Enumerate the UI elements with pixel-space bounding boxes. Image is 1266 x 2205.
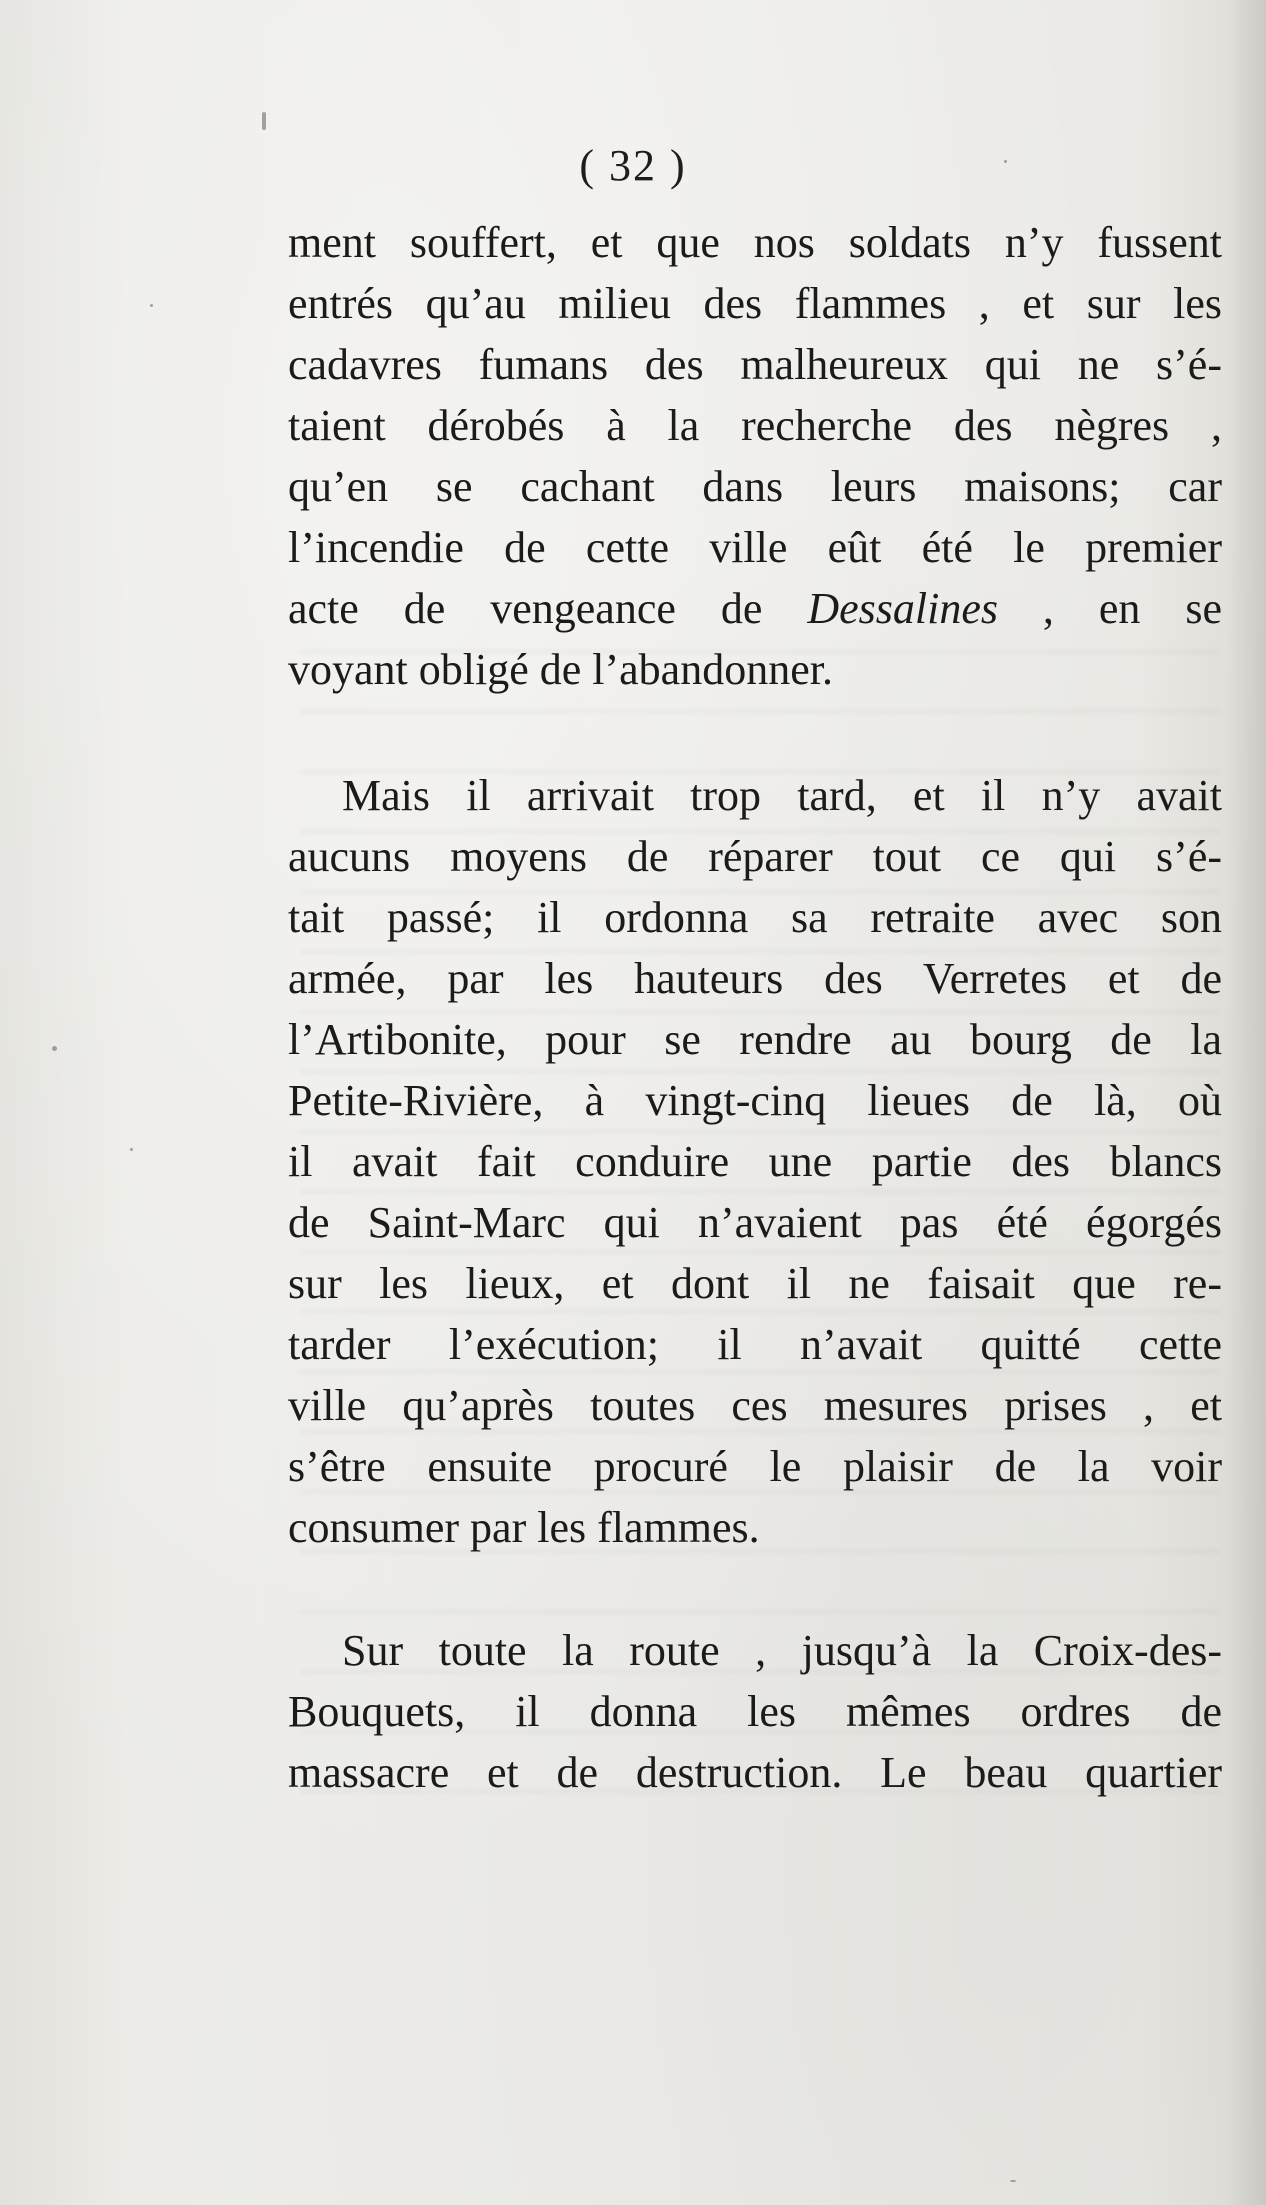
paragraph-1 (288, 212, 1222, 700)
text-line: ment souffert, et que nos soldats n’y fussent (288, 218, 1222, 267)
text-line: acte de vengeance de Dessalines , en se (288, 584, 1222, 633)
text-line: l’Artibonite, pour se rendre au bourg de la (288, 1015, 1222, 1064)
text-line: s’être ensuite procuré le plaisir de la voir (288, 1442, 1222, 1491)
text-line: aucuns moyens de réparer tout ce qui s’é- (288, 832, 1222, 881)
text-line: entrés qu’au milieu des flammes , et sur les (288, 279, 1222, 328)
text-line: l’incendie de cette ville eût été le premier (288, 523, 1222, 572)
text-line: tait passé; il ordonna sa retraite avec son (288, 893, 1222, 942)
text-line: armée, par les hauteurs des Verretes et de (288, 954, 1222, 1003)
text-line: Sur toute la route , jusqu’à la Croix-des- (342, 1626, 1222, 1675)
page-edge-shadow (1226, 0, 1266, 2205)
text-line: qu’en se cachant dans leurs maisons; car (288, 462, 1222, 511)
text-line: cadavres fumans des malheureux qui ne s’é- (288, 340, 1222, 389)
text-line: massacre et de destruction. Le beau quartier (288, 1748, 1222, 1797)
text-line: sur les lieux, et dont il ne faisait que re- (288, 1259, 1222, 1308)
text-line: consumer par les flammes. (288, 1503, 760, 1552)
text-line: Petite-Rivière, à vingt-cinq lieues de là, où (288, 1076, 1222, 1125)
text-line: Bouquets, il donna les mêmes ordres de (288, 1687, 1222, 1736)
text-line: de Saint-Marc qui n’avaient pas été égorgés (288, 1198, 1222, 1247)
text-line: ville qu’après toutes ces mesures prises , et (288, 1381, 1222, 1430)
italic-name: Dessalines (807, 584, 998, 633)
text-line: Mais il arrivait trop tard, et il n’y avait (342, 771, 1222, 820)
text-line: il avait fait conduire une partie des blancs (288, 1137, 1222, 1186)
page-number: ( 32 ) (579, 141, 687, 190)
paragraph-3 (288, 1620, 1222, 1803)
text-line: tarder l’exécution; il n’avait quitté cette (288, 1320, 1222, 1369)
paragraph-2 (288, 765, 1222, 1558)
text-line: taient dérobés à la recherche des nègres , (288, 401, 1222, 450)
text-line: voyant obligé de l’abandonner. (288, 645, 833, 694)
